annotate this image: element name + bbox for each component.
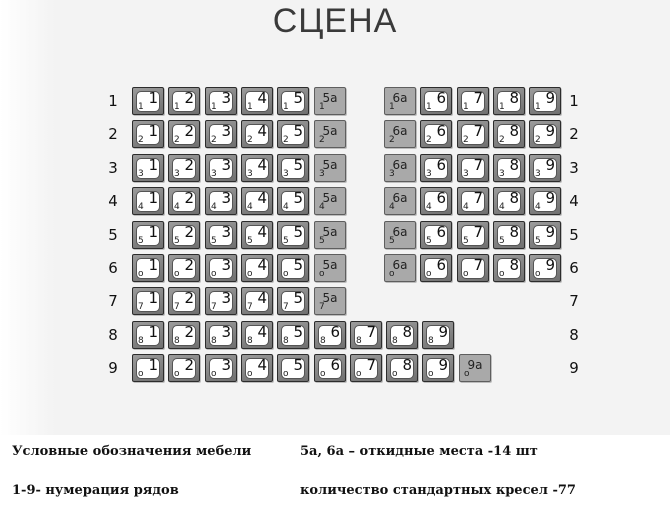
seat-number: 5 [293, 189, 303, 207]
seat-row6-right-2 [457, 254, 489, 282]
seat-row9-left-6 [350, 354, 382, 382]
seat-row3-left-1 [168, 154, 200, 182]
seat-row8-left-6 [350, 321, 382, 349]
seat-number: 8 [509, 189, 519, 207]
seat-row-mark: o [211, 269, 217, 279]
seat-row6-left-1 [168, 254, 200, 282]
seat-number: 7 [366, 356, 376, 374]
seat-number: 3 [221, 289, 231, 307]
seat-number: 3 [221, 189, 231, 207]
seat-number: 5a [322, 258, 338, 272]
seat-row2-left-3 [241, 120, 273, 148]
seat-row-mark: 8 [428, 336, 434, 346]
seat-number: 1 [148, 156, 158, 174]
seat-number: 2 [184, 323, 194, 341]
seat-row-mark: 2 [463, 135, 469, 145]
seat-number: 9 [545, 256, 555, 274]
seat-row-mark: 4 [138, 202, 144, 212]
seat-row-mark: 8 [392, 336, 398, 346]
seat-row-mark: 1 [463, 102, 469, 112]
seat-row3-right-1 [420, 154, 452, 182]
folding-seat-row2-left-5 [314, 120, 346, 148]
seat-row-mark: 1 [211, 102, 217, 112]
seat-number: 8 [509, 122, 519, 140]
seat-row9-left-8 [422, 354, 454, 382]
seat-row-mark: o [426, 269, 432, 279]
folding-seat-row3-left-5 [314, 154, 346, 182]
seat-row-mark: 3 [426, 169, 432, 179]
seat-row-mark: 7 [211, 302, 217, 312]
row-label-right: 9 [569, 359, 579, 377]
seat-number: 6a [392, 124, 408, 138]
seat-row-mark: 7 [247, 302, 253, 312]
seat-number: 2 [184, 89, 194, 107]
seat-row5-right-2 [457, 221, 489, 249]
row-label-right: 3 [569, 159, 579, 177]
seat-row2-right-4 [529, 120, 561, 148]
seat-row1-left-0 [132, 87, 164, 115]
seat-number: 5 [293, 323, 303, 341]
seat-row-mark: 1 [138, 102, 144, 112]
seat-number: 3 [221, 89, 231, 107]
seat-row-mark: o [283, 369, 289, 379]
folding-seat-row2-right-0 [384, 120, 416, 148]
seat-row-mark: 1 [426, 102, 432, 112]
seat-row1-left-4 [277, 87, 309, 115]
seat-row-mark: 2 [426, 135, 432, 145]
seat-number: 5 [293, 256, 303, 274]
seat-row-mark: 8 [356, 336, 362, 346]
seat-number: 3 [221, 223, 231, 241]
seat-row7-left-0 [132, 287, 164, 315]
seat-row4-left-0 [132, 187, 164, 215]
row-label-right: 6 [569, 259, 579, 277]
seat-number: 7 [473, 122, 483, 140]
seat-row2-right-1 [420, 120, 452, 148]
row-label-left: 7 [108, 292, 118, 310]
seat-number: 7 [366, 323, 376, 341]
seat-row-mark: 2 [247, 135, 253, 145]
seat-number: 6 [436, 89, 446, 107]
legend-furniture-title: Условные обозначения мебели [12, 444, 252, 459]
seat-row-mark: 2 [138, 135, 144, 145]
seat-row-mark: 2 [174, 135, 180, 145]
seat-row7-left-4 [277, 287, 309, 315]
seat-row-mark: 4 [319, 202, 325, 212]
folding-seat-row5-left-5 [314, 221, 346, 249]
seat-row5-left-2 [205, 221, 237, 249]
seat-row1-left-3 [241, 87, 273, 115]
seat-row6-left-4 [277, 254, 309, 282]
seat-row3-left-3 [241, 154, 273, 182]
seat-number: 5a [322, 191, 338, 205]
seat-row-mark: 3 [283, 169, 289, 179]
row-label-right: 8 [569, 326, 579, 344]
seat-row-mark: 3 [247, 169, 253, 179]
row-label-left: 9 [108, 359, 118, 377]
seat-number: 4 [257, 223, 267, 241]
seat-row-mark: 2 [389, 135, 395, 145]
seat-row8-left-5 [314, 321, 346, 349]
seat-number: 5a [322, 91, 338, 105]
seat-row-mark: 2 [499, 135, 505, 145]
seat-row2-right-2 [457, 120, 489, 148]
seat-number: 7 [473, 223, 483, 241]
seat-row-mark: 5 [283, 236, 289, 246]
seat-number: 3 [221, 356, 231, 374]
legend-folding-seats: 5а, 6а – откидные места -14 шт [300, 444, 538, 459]
seat-number: 9 [438, 356, 448, 374]
seat-row-mark: o [392, 369, 398, 379]
seat-number: 1 [148, 323, 158, 341]
row-label-right: 1 [569, 92, 579, 110]
seat-row8-left-2 [205, 321, 237, 349]
row-label-left: 1 [108, 92, 118, 110]
legend-standard-seats: количество стандартных кресел -77 [300, 483, 576, 498]
seat-row2-left-4 [277, 120, 309, 148]
seat-row3-right-3 [493, 154, 525, 182]
seat-row-mark: 1 [319, 102, 325, 112]
row-label-right: 2 [569, 125, 579, 143]
seat-number: 5 [293, 122, 303, 140]
seat-number: 1 [148, 223, 158, 241]
seat-row-mark: 3 [174, 169, 180, 179]
folding-seat-row1-right-0 [384, 87, 416, 115]
seat-number: 4 [257, 189, 267, 207]
seat-row-mark: 5 [138, 236, 144, 246]
seat-row-mark: o [463, 269, 469, 279]
seat-row8-left-8 [422, 321, 454, 349]
seat-number: 3 [221, 323, 231, 341]
seat-number: 6a [392, 225, 408, 239]
folding-seat-row5-right-0 [384, 221, 416, 249]
seat-number: 5a [322, 124, 338, 138]
seat-row-mark: o [320, 369, 326, 379]
seat-number: 4 [257, 323, 267, 341]
seat-row4-right-2 [457, 187, 489, 215]
seat-row-mark: 5 [535, 236, 541, 246]
seat-row2-left-2 [205, 120, 237, 148]
folding-seat-row6-right-0 [384, 254, 416, 282]
folding-seat-row4-left-5 [314, 187, 346, 215]
folding-seat-row3-right-0 [384, 154, 416, 182]
seat-number: 8 [509, 223, 519, 241]
seat-row-mark: 4 [463, 202, 469, 212]
seat-number: 9 [545, 122, 555, 140]
seat-row-mark: 3 [499, 169, 505, 179]
folding-seat-row6-left-5 [314, 254, 346, 282]
seat-number: 5 [293, 223, 303, 241]
seat-row-mark: o [499, 269, 505, 279]
seat-number: 8 [509, 156, 519, 174]
seat-row-mark: 3 [463, 169, 469, 179]
seat-row-mark: 3 [535, 169, 541, 179]
seat-number: 6a [392, 191, 408, 205]
seat-row9-left-7 [386, 354, 418, 382]
seat-row-mark: 1 [283, 102, 289, 112]
seat-number: 7 [473, 156, 483, 174]
seat-row9-left-2 [205, 354, 237, 382]
seat-row1-right-4 [529, 87, 561, 115]
seat-row5-left-3 [241, 221, 273, 249]
seat-row-mark: o [138, 369, 144, 379]
seat-row7-left-3 [241, 287, 273, 315]
seat-row-mark: o [138, 269, 144, 279]
seat-row4-left-2 [205, 187, 237, 215]
seat-number: 4 [257, 89, 267, 107]
seat-row-mark: 5 [389, 236, 395, 246]
seat-number: 4 [257, 289, 267, 307]
seat-row-mark: 5 [426, 236, 432, 246]
seat-row-mark: o [356, 369, 362, 379]
legend-row-numbering: 1-9- нумерация рядов [12, 483, 179, 498]
seat-row3-left-4 [277, 154, 309, 182]
seat-row-mark: o [174, 269, 180, 279]
seat-row8-left-0 [132, 321, 164, 349]
seat-row-mark: 5 [174, 236, 180, 246]
seat-number: 3 [221, 122, 231, 140]
seat-row7-left-1 [168, 287, 200, 315]
seat-row-mark: o [464, 369, 470, 379]
seat-row-mark: 4 [211, 202, 217, 212]
seat-row-mark: 8 [174, 336, 180, 346]
seat-row9-left-4 [277, 354, 309, 382]
seat-row4-right-4 [529, 187, 561, 215]
seat-number: 6 [330, 323, 340, 341]
seat-number: 6 [436, 256, 446, 274]
seat-row1-right-3 [493, 87, 525, 115]
seat-row2-left-0 [132, 120, 164, 148]
seat-row-mark: 5 [463, 236, 469, 246]
seat-row-mark: 8 [138, 336, 144, 346]
folding-seat-row4-right-0 [384, 187, 416, 215]
seat-row-mark: 4 [247, 202, 253, 212]
seat-row6-left-0 [132, 254, 164, 282]
seat-number: 2 [184, 356, 194, 374]
seat-row-mark: o [428, 369, 434, 379]
seat-number: 6 [436, 223, 446, 241]
seat-row-mark: o [211, 369, 217, 379]
seat-number: 7 [473, 89, 483, 107]
seat-number: 6 [436, 156, 446, 174]
seat-row2-right-3 [493, 120, 525, 148]
seat-row-mark: 3 [319, 169, 325, 179]
seat-number: 2 [184, 256, 194, 274]
seat-row6-right-1 [420, 254, 452, 282]
seat-number: 7 [473, 256, 483, 274]
seat-row-mark: 1 [535, 102, 541, 112]
seat-row3-right-2 [457, 154, 489, 182]
row-label-right: 5 [569, 226, 579, 244]
row-label-right: 4 [569, 192, 579, 210]
row-label-left: 3 [108, 159, 118, 177]
seat-number: 1 [148, 356, 158, 374]
seat-row-mark: 8 [283, 336, 289, 346]
seat-row5-left-1 [168, 221, 200, 249]
seat-number: 5 [293, 356, 303, 374]
seat-row6-left-2 [205, 254, 237, 282]
seat-number: 6a [392, 158, 408, 172]
seat-row6-right-3 [493, 254, 525, 282]
seat-row5-right-1 [420, 221, 452, 249]
seat-row-mark: 1 [247, 102, 253, 112]
folding-seat-row1-left-5 [314, 87, 346, 115]
folding-seat-row9-left-9 [459, 354, 491, 382]
seat-number: 2 [184, 223, 194, 241]
seat-number: 9 [545, 156, 555, 174]
seat-number: 5 [293, 89, 303, 107]
seat-number: 1 [148, 289, 158, 307]
row-label-right: 7 [569, 292, 579, 310]
seat-row-mark: o [389, 269, 395, 279]
seat-row1-left-2 [205, 87, 237, 115]
seat-row-mark: 8 [320, 336, 326, 346]
seat-row-mark: 1 [174, 102, 180, 112]
seat-row4-left-1 [168, 187, 200, 215]
seat-number: 6 [436, 122, 446, 140]
seat-row-mark: 3 [389, 169, 395, 179]
seat-row-mark: 2 [319, 135, 325, 145]
row-label-left: 2 [108, 125, 118, 143]
seat-row6-right-4 [529, 254, 561, 282]
seat-number: 4 [257, 356, 267, 374]
seat-row-mark: 3 [211, 169, 217, 179]
seat-number: 9 [545, 189, 555, 207]
seat-number: 4 [257, 256, 267, 274]
seat-row9-left-3 [241, 354, 273, 382]
seat-number: 9 [545, 223, 555, 241]
seat-number: 2 [184, 156, 194, 174]
folding-seat-row7-left-5 [314, 287, 346, 315]
seat-number: 7 [473, 189, 483, 207]
seat-row6-left-3 [241, 254, 273, 282]
seat-number: 6 [436, 189, 446, 207]
seat-row7-left-2 [205, 287, 237, 315]
seat-row-mark: o [247, 269, 253, 279]
seat-row-mark: 7 [283, 302, 289, 312]
seat-row-mark: 8 [247, 336, 253, 346]
seat-row-mark: 4 [283, 202, 289, 212]
seat-row-mark: 4 [499, 202, 505, 212]
seat-row9-left-0 [132, 354, 164, 382]
seat-row9-left-1 [168, 354, 200, 382]
seat-row3-left-0 [132, 154, 164, 182]
seat-row3-left-2 [205, 154, 237, 182]
stage-title: СЦЕНА [272, 2, 398, 40]
seat-number: 6a [392, 258, 408, 272]
seat-row-mark: o [247, 369, 253, 379]
seat-number: 1 [148, 256, 158, 274]
seat-row-mark: o [535, 269, 541, 279]
seat-number: 9 [545, 89, 555, 107]
seat-row-mark: 5 [247, 236, 253, 246]
seat-number: 5a [322, 291, 338, 305]
seat-number: 5 [293, 156, 303, 174]
seat-row8-left-4 [277, 321, 309, 349]
seat-row-mark: 7 [174, 302, 180, 312]
seat-row-mark: 1 [499, 102, 505, 112]
seat-row-mark: 7 [138, 302, 144, 312]
seat-row-mark: 4 [174, 202, 180, 212]
seat-row4-left-3 [241, 187, 273, 215]
seat-number: 4 [257, 156, 267, 174]
seat-number: 3 [221, 156, 231, 174]
seat-row-mark: 1 [389, 102, 395, 112]
seat-row-mark: 3 [138, 169, 144, 179]
seat-number: 9a [467, 358, 483, 372]
seat-row4-left-4 [277, 187, 309, 215]
seat-row-mark: 5 [499, 236, 505, 246]
seat-row8-left-3 [241, 321, 273, 349]
seat-row3-right-4 [529, 154, 561, 182]
seat-number: 4 [257, 122, 267, 140]
seat-row-mark: 2 [283, 135, 289, 145]
seat-row5-right-4 [529, 221, 561, 249]
seat-row-mark: 7 [319, 302, 325, 312]
seat-number: 2 [184, 189, 194, 207]
seat-row-mark: 4 [426, 202, 432, 212]
seat-row-mark: 8 [211, 336, 217, 346]
seat-row9-left-5 [314, 354, 346, 382]
seat-number: 8 [402, 356, 412, 374]
seat-number: 5a [322, 158, 338, 172]
seat-number: 6a [392, 91, 408, 105]
seat-number: 8 [509, 89, 519, 107]
seat-number: 1 [148, 89, 158, 107]
row-label-left: 5 [108, 226, 118, 244]
row-label-left: 6 [108, 259, 118, 277]
seat-row-mark: o [174, 369, 180, 379]
seat-number: 8 [402, 323, 412, 341]
seat-row-mark: 4 [389, 202, 395, 212]
seat-row-mark: 5 [211, 236, 217, 246]
seat-row-mark: 2 [211, 135, 217, 145]
seat-row2-left-1 [168, 120, 200, 148]
seat-number: 8 [509, 256, 519, 274]
seat-row-mark: 4 [535, 202, 541, 212]
seat-row5-right-3 [493, 221, 525, 249]
seat-row8-left-7 [386, 321, 418, 349]
seat-row4-right-1 [420, 187, 452, 215]
seat-row-mark: o [319, 269, 325, 279]
seat-number: 2 [184, 122, 194, 140]
seat-row5-left-4 [277, 221, 309, 249]
seat-number: 5 [293, 289, 303, 307]
seat-row1-left-1 [168, 87, 200, 115]
seat-row8-left-1 [168, 321, 200, 349]
seat-row1-right-1 [420, 87, 452, 115]
seat-number: 1 [148, 122, 158, 140]
seat-number: 2 [184, 289, 194, 307]
seat-row-mark: o [283, 269, 289, 279]
seat-row-mark: 5 [319, 236, 325, 246]
seat-number: 1 [148, 189, 158, 207]
scan-edge [0, 0, 55, 435]
seat-row5-left-0 [132, 221, 164, 249]
seat-number: 9 [438, 323, 448, 341]
seat-row-mark: 2 [535, 135, 541, 145]
seat-number: 3 [221, 256, 231, 274]
seat-row4-right-3 [493, 187, 525, 215]
seat-number: 5a [322, 225, 338, 239]
row-label-left: 8 [108, 326, 118, 344]
seat-row1-right-2 [457, 87, 489, 115]
row-label-left: 4 [108, 192, 118, 210]
seat-number: 6 [330, 356, 340, 374]
